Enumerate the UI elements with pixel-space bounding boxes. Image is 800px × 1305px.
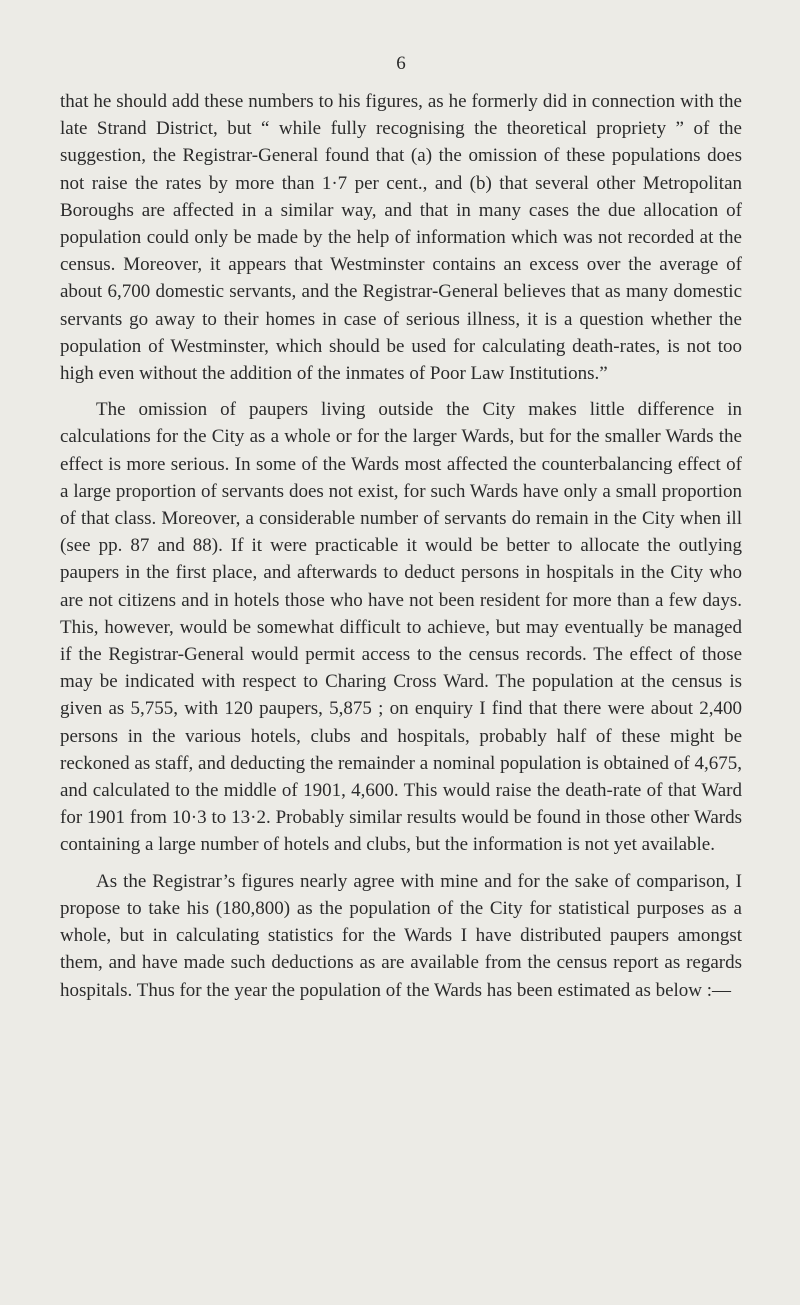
paragraph-continuation: that he should add these numbers to his figures, as he formerly did in connection with the late Strand District, but “ while fully recognising the theoretical propriety ” of the suggestion, the Registrar-General found that (a) the omission of these populations does not raise the rates by more than 1·7 per cent., and (b) that several other Metropolitan Boroughs are affected in a similar way, and that in many cases the due allocation of population could only be made by the help of information which was not recorded at the census. Moreover, it appears that Westminster contains an excess over the average of about 6,700 domestic servants, and the Registrar-General believes that as many domestic servants go away to their homes in case of serious illness, it is a question whether the population of Westminster, which should be used for calculating death-rates, is not too high even without the addition of the inmates of Poor Law Institutions.”: [60, 91, 742, 385]
paragraph-registrar-figures: As the Registrar’s figures nearly agree with mine and for the sake of comparison, I propose to take his (180,800) as the population of the City for statistical purposes as a whole, but in calculating statistics for the Wards I have distributed paupers amongst them, and have made such deductions as are available from the census report as regards hospitals. Thus for the year the population of the Wards has been estimated as below :—: [60, 870, 742, 1001]
paragraph-paupers: The omission of paupers living outside the City makes little difference in calculations for the City as a whole or for the larger Wards, but for the smaller Wards the effect is more serious. In some of the Wards most affected the counterbalancing effect of a large proportion of servants does not exist, for such Wards have only a small proportion of that class. Moreover, a considerable number of servants do remain in the City when ill (see pp. 87 and 88). If it were practicable it would be better to allocate the outlying paupers in the first place, and afterwards to deduct persons in hospitals in the City who are not citizens and in hotels those who have not been resident for more than a few days. This, however, would be somewhat difficult to achieve, but may eventually be managed if the Registrar-General would permit access to the census records. The effect of those may be indicated with respect to Charing Cross Ward. The population at the census is given as 5,755, with 120 paupers, 5,875 ; on enquiry I find that there were about 2,400 persons in the various hotels, clubs and hospitals, probably half of these might be reckoned as staff, and deducting the remainder a nominal population is obtained of 4,675, and calculated to the middle of 1901, 4,600. This would raise the death-rate of that Ward for 1901 from 10·3 to 13·2. Probably similar results would be found in those other Wards containing a large number of hotels and clubs, but the information is not yet available.: [60, 399, 742, 856]
page-number: 6: [396, 53, 406, 74]
